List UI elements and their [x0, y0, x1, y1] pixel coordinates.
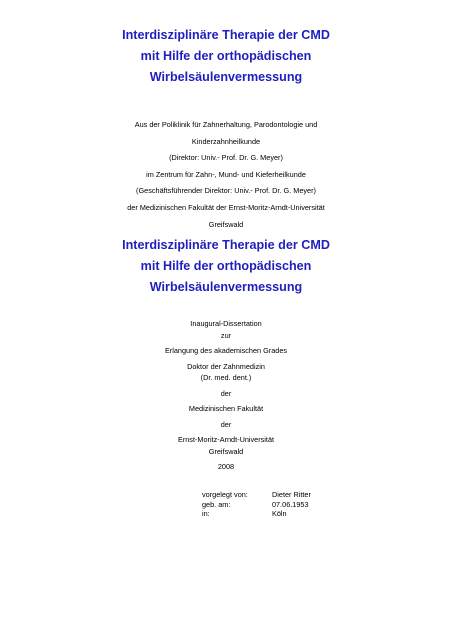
title-line: mit Hilfe der orthopädischen — [140, 259, 312, 273]
title-top — [0, 25, 452, 88]
dissertation-line: der — [220, 388, 232, 398]
title-line: Interdisziplinäre Therapie der CMD — [122, 238, 330, 252]
degree-abbr: (Dr. med. dent.) — [200, 373, 252, 382]
affiliation-block — [0, 117, 452, 233]
city-name: Greifswald — [208, 446, 244, 456]
title-line: Interdisziplinäre Therapie der CMD — [122, 28, 330, 42]
submission-row — [202, 509, 311, 519]
affiliation-line: Greifswald — [208, 219, 244, 229]
dissertation-type: Inaugural-Dissertation — [190, 319, 262, 328]
affiliation-line: Kinderzahnheilkunde — [191, 136, 261, 146]
affiliation-line: Aus der Poliklinik für Zahnerhaltung, Parodontologie und — [134, 120, 318, 129]
birth-place: Köln — [272, 509, 287, 518]
birth-date: 07.06.1953 — [272, 499, 309, 509]
affiliation-line: (Geschäftsführender Direktor: Univ.- Prof. Dr. G. Meyer) — [136, 186, 316, 196]
submission-label: geb. am: — [202, 499, 231, 509]
year: 2008 — [217, 462, 235, 471]
dissertation-line: Erlangung des akademischen Grades — [164, 346, 288, 355]
title-main — [0, 235, 452, 298]
title-line: Wirbelsäulenvermessung — [149, 280, 303, 294]
affiliation-line: im Zentrum für Zahn-, Mund- und Kieferheilkunde — [146, 169, 306, 179]
faculty-name: Medizinischen Fakultät — [188, 404, 264, 413]
dissertation-line: zur — [220, 330, 232, 340]
dissertation-block — [0, 318, 452, 473]
submission-label: in: — [202, 509, 210, 518]
author-name: Dieter Ritter — [272, 490, 311, 499]
submission-row — [202, 500, 311, 510]
affiliation-line: (Direktor: Univ.- Prof. Dr. G. Meyer) — [169, 153, 283, 163]
title-line: Wirbelsäulenvermessung — [149, 70, 303, 84]
submission-details — [202, 490, 311, 519]
submission-row — [202, 490, 311, 500]
submission-label: vorgelegt von: — [202, 490, 248, 499]
degree-name: Doktor der Zahnmedizin — [187, 361, 265, 371]
university-name: Ernst-Moritz-Arndt-Universität — [177, 435, 275, 444]
affiliation-line: der Medizinischen Fakultät der Ernst-Moritz-Arndt-Universität — [127, 202, 325, 212]
title-line: mit Hilfe der orthopädischen — [140, 49, 312, 63]
dissertation-line: der — [220, 419, 232, 429]
